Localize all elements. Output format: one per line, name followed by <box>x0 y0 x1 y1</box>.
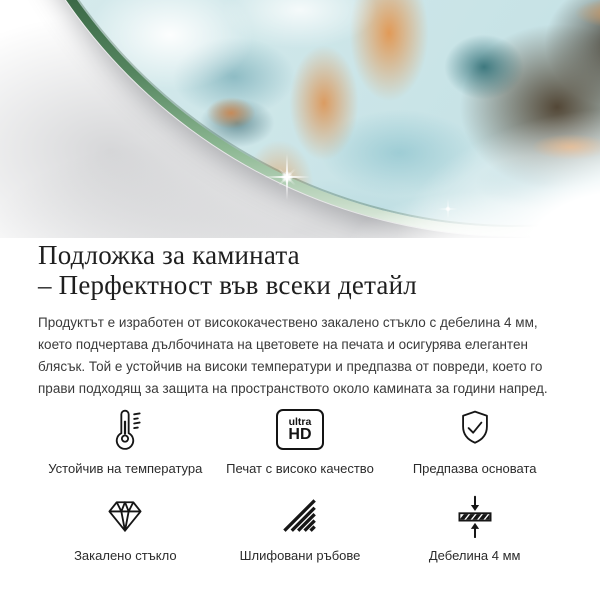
thickness-icon <box>453 493 497 539</box>
photo-white-fade <box>0 0 600 238</box>
ultra-hd-badge-top: ultra <box>288 415 312 428</box>
page-title <box>38 240 562 300</box>
thermometer-icon <box>103 406 147 452</box>
ultra-hd-icon <box>276 406 324 452</box>
features-grid <box>38 406 562 564</box>
feature-tempered-glass <box>38 493 213 564</box>
polished-edges-icon <box>278 493 322 539</box>
feature-protects-base <box>387 406 562 477</box>
feature-label: Устойчив на температура <box>48 461 203 476</box>
feature-label: Дебелина 4 мм <box>428 548 521 563</box>
title-line-2: – Перфектност във всеки детайл <box>38 270 417 300</box>
feature-polished-edges <box>213 493 388 564</box>
ultra-hd-badge-bottom: HD <box>288 425 312 443</box>
ultra-hd-badge <box>276 409 324 450</box>
feature-label: Предпазва основата <box>412 461 537 476</box>
feature-thickness <box>387 493 562 564</box>
product-description: Продуктът е изработен от висококачествено закалено стъкло с дебелина 4 мм, което подчертава дълбочината на цветовете на печата и осигурява елегантен блясък. Той е устойчив на високи температури и предпазва от повреди, което го прави подходящ за защита на пространството около камината за години напред. <box>38 315 548 396</box>
shield-check-icon <box>453 406 497 452</box>
diamond-icon <box>103 493 147 539</box>
feature-print-quality <box>213 406 388 477</box>
feature-label: Печат с високо качество <box>226 461 374 476</box>
feature-label: Шлифовани ръбове <box>239 548 361 563</box>
title-line-1: Подложка за камината <box>38 240 300 270</box>
product-description-section <box>0 240 600 564</box>
feature-label: Закалено стъкло <box>74 548 177 563</box>
product-photo <box>0 0 600 238</box>
feature-heat-resistant <box>38 406 213 477</box>
